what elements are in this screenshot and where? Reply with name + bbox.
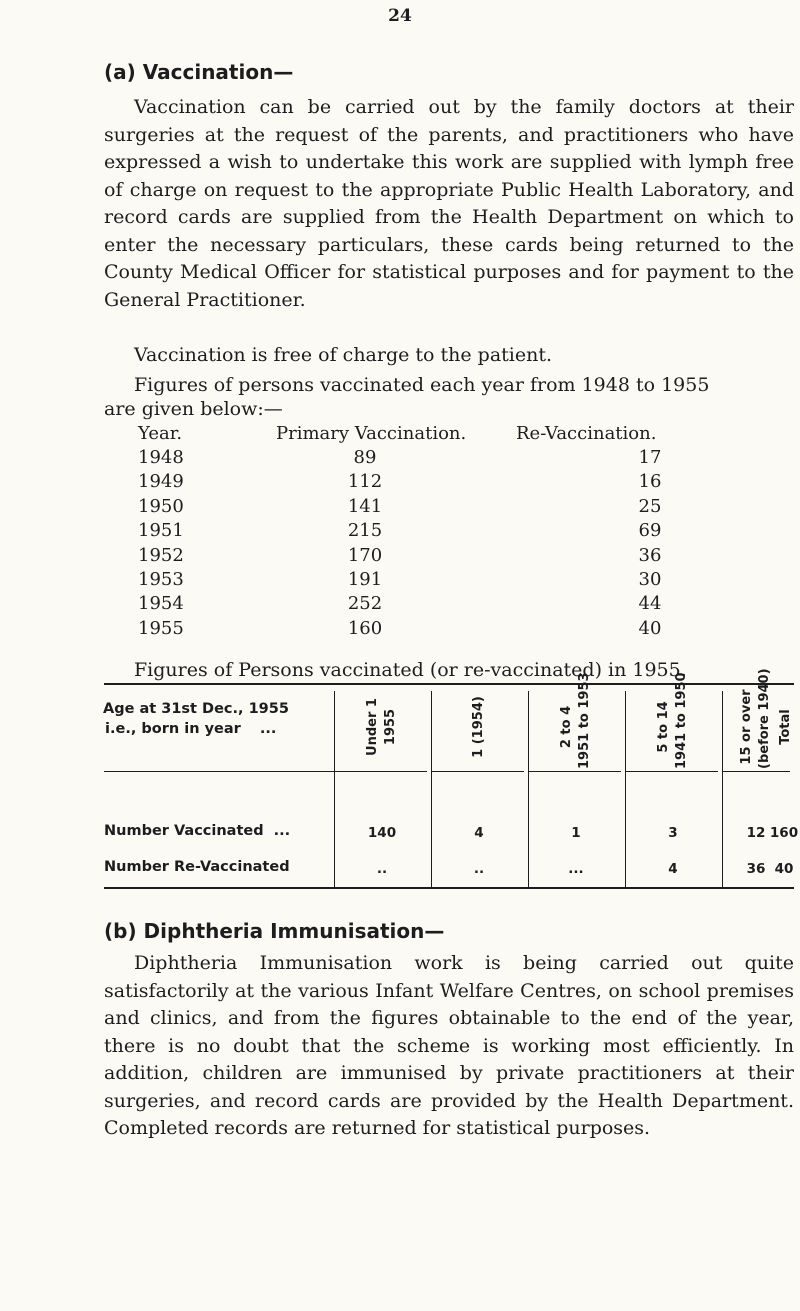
primary-vaccination-cell: 89: [353, 447, 377, 468]
year-cell: 1952: [138, 544, 184, 566]
column-divider: [528, 691, 529, 887]
section-a-paragraph-1: Vaccination can be carried out by the family doctors at their surgeries at the request of the parents, and practitioners who have expressed a wish to undertake this work are supplied with lymph free of charge on request to the appropriate Public Health Laboratory, and record cards are supplied from the Health Department on which to enter the necessary particulars, these cards being returned to the County Medical Officer for statistical purposes and for payment to the General Practitioner.: [104, 96, 794, 311]
table-bottom-rule: [104, 887, 794, 889]
table-top-rule: [104, 683, 794, 685]
re-vaccination-column-header: Re-Vaccination.: [516, 423, 657, 444]
row-label-dots: ...: [273, 823, 291, 839]
primary-vaccination-cell: 170: [347, 544, 383, 566]
age-table-caption: Figures of Persons vaccinated (or re-vaccinated) in 1955.: [134, 659, 687, 681]
stub-header-line-1: Age at 31st Dec., 1955: [103, 701, 289, 717]
stub-header-dots: ...: [259, 721, 277, 737]
column-header-text: 1 (1954): [471, 696, 486, 758]
table-cell: 160: [769, 825, 799, 841]
re-vaccination-cell: 40: [638, 617, 662, 639]
re-vaccination-cell: 17: [638, 447, 662, 468]
column-divider: [625, 691, 626, 887]
primary-vaccination-cell: 191: [347, 569, 383, 590]
column-header-text: 5 to 14: [656, 701, 671, 753]
yearly-table-row: [0, 569, 800, 593]
row-label: [104, 859, 300, 875]
column-divider: [722, 691, 723, 887]
column-header-text: Under 1: [365, 698, 380, 756]
row-label-text: Number Re-Vaccinated: [104, 859, 290, 875]
column-header-text: 1951 to 1953: [577, 672, 592, 769]
row-label-text: Number Vaccinated: [104, 823, 264, 839]
section-a-paragraph-3-line-1: Figures of persons vaccinated each year from 1948 to 1955: [134, 374, 710, 396]
primary-vaccination-cell: 215: [347, 520, 383, 542]
primary-vaccination-column-header: Primary Vaccination.: [276, 423, 467, 444]
stub-header-line-2: [105, 721, 276, 737]
column-header-text: 1955: [383, 708, 398, 746]
table-cell: 36: [746, 861, 766, 877]
page-number: 24: [388, 6, 412, 26]
stub-header-text: i.e., born in year: [105, 721, 241, 737]
year-cell: 1954: [138, 593, 184, 615]
table-cell: ...: [568, 861, 584, 877]
column-header-text: 2 to 4: [559, 705, 574, 749]
table-cell: 4: [474, 825, 484, 841]
yearly-table-row: [0, 447, 800, 471]
table-cell: 12: [746, 825, 766, 841]
table-cell: 1: [571, 825, 581, 841]
year-cell: 1948: [138, 447, 184, 468]
primary-vaccination-cell: 160: [347, 617, 383, 639]
re-vaccination-cell: 16: [638, 471, 662, 493]
yearly-table-row: [0, 496, 800, 520]
column-header-text: Total: [778, 709, 793, 745]
re-vaccination-cell: 30: [638, 569, 662, 590]
table-cell: ..: [473, 861, 485, 877]
table-cell: 4: [668, 861, 678, 877]
table-cell: ..: [376, 861, 388, 877]
yearly-table-row: [0, 520, 800, 544]
header-underline: [722, 771, 790, 772]
section-b-heading: (b) Diphtheria Immunisation—: [104, 919, 445, 943]
year-column-header: Year.: [138, 423, 183, 444]
table-cell: 40: [774, 861, 794, 877]
primary-vaccination-cell: 141: [347, 495, 383, 517]
re-vaccination-cell: 36: [638, 544, 662, 566]
year-cell: 1951: [138, 520, 184, 542]
year-cell: 1949: [138, 471, 184, 493]
yearly-table-row: [0, 593, 800, 617]
header-underline: [334, 771, 427, 772]
table-cell: 140: [367, 825, 397, 841]
section-a-paragraph-3-line-2: are given below:—: [104, 398, 283, 420]
yearly-table-header: [0, 423, 800, 447]
year-cell: 1950: [138, 495, 184, 517]
column-header-text: 1941 to 1950: [674, 672, 689, 769]
primary-vaccination-cell: 252: [347, 593, 383, 615]
row-label: [104, 823, 290, 839]
header-underline: [625, 771, 718, 772]
column-header-text: 15 or over: [739, 689, 754, 765]
table-cell: 3: [668, 825, 678, 841]
yearly-table-row: [0, 545, 800, 569]
yearly-table-row: [0, 471, 800, 495]
re-vaccination-cell: 25: [638, 495, 662, 517]
primary-vaccination-cell: 112: [347, 471, 383, 493]
header-underline: [431, 771, 524, 772]
yearly-vaccination-table: [0, 423, 800, 643]
column-divider: [431, 691, 432, 887]
year-cell: 1953: [138, 569, 184, 590]
section-a-heading: (a) Vaccination—: [104, 60, 294, 84]
year-cell: 1955: [138, 617, 184, 639]
section-b-paragraph: Diphtheria Immunisation work is being carried out quite satisfactorily at the various Infant Welfare Centres, on school premises and clinics, and from the figures obtainable to the end of the year, there is no doubt that the scheme is working most efficiently. In addition, children are immunised by private practitioners at their surgeries, and record cards are provided by the Health Department. Completed records are returned for statistical purposes.: [104, 952, 794, 1139]
header-underline: [104, 771, 330, 772]
re-vaccination-cell: 69: [638, 520, 662, 542]
column-divider: [334, 691, 335, 887]
re-vaccination-cell: 44: [638, 593, 662, 615]
column-header-text: (before 1940): [757, 668, 772, 769]
section-a-paragraph-2: Vaccination is free of charge to the patient.: [134, 344, 553, 366]
yearly-table-row: [0, 618, 800, 642]
header-underline: [528, 771, 621, 772]
